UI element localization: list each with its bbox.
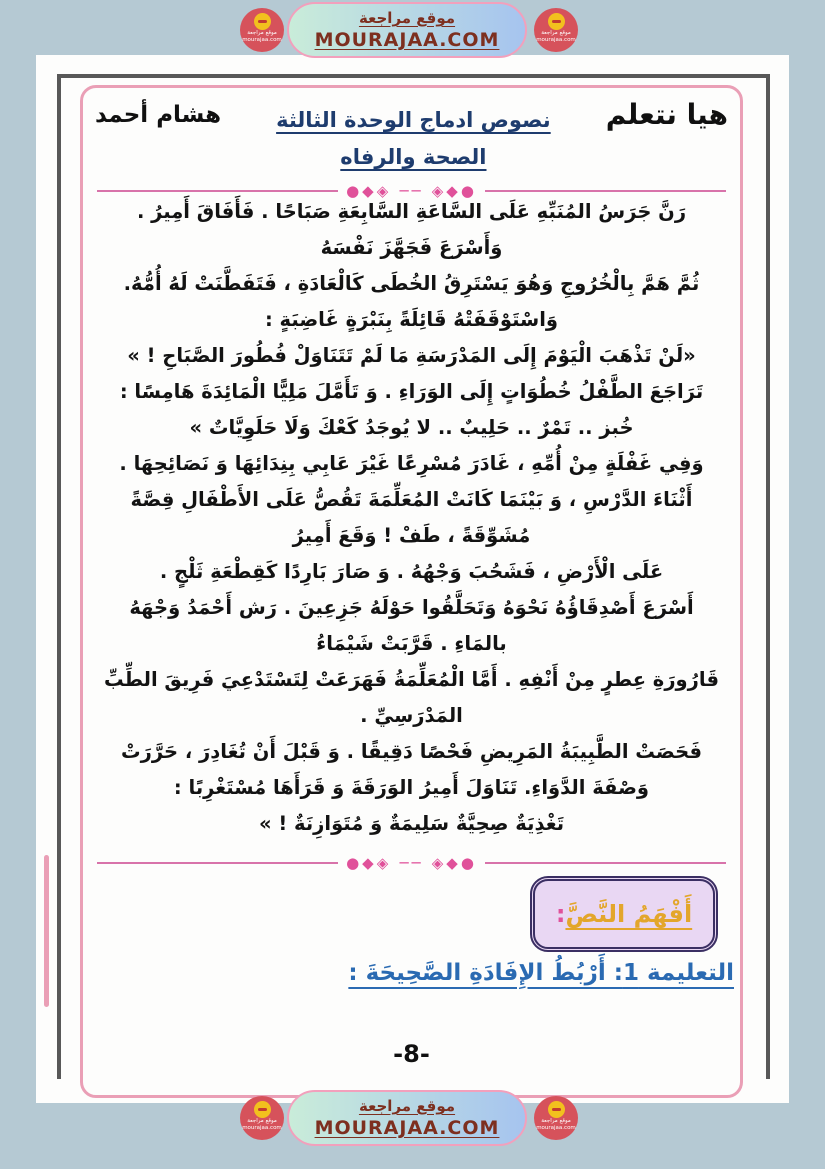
site-logo-badge bbox=[534, 1096, 578, 1140]
site-logo-badge bbox=[534, 8, 578, 52]
badge-caption: موقع مراجعة bbox=[247, 1118, 277, 1124]
site-logo-icon bbox=[254, 13, 271, 30]
banner-pill bbox=[287, 2, 527, 58]
badge-caption: موقع مراجعة bbox=[247, 30, 277, 36]
site-logo-icon bbox=[548, 13, 565, 30]
story-line: وَاسْتَوْقَفَتْهُ قَائِلَةً بِنَبْرَةٍ غَاضِبَةٍ : bbox=[264, 308, 559, 331]
story-text bbox=[85, 194, 738, 842]
site-logo-icon bbox=[254, 1101, 271, 1118]
story-line: وَأَسْرَعَ فَجَهَّزَ نَفْسَهُ bbox=[320, 236, 503, 259]
site-logo-badge bbox=[240, 8, 284, 52]
second-frame-edge bbox=[44, 855, 49, 1007]
lesson-header bbox=[95, 94, 728, 176]
story-line: رَنَّ جَرَسُ المُنَبِّهِ عَلَى السَّاعَةِ السَّابِعَةِ صَبَاحًا . فَأَفَاقَ أَمِيرُ . bbox=[136, 200, 687, 223]
site-logo-icon bbox=[548, 1101, 565, 1118]
divider-line bbox=[485, 862, 726, 864]
story-line: أَثْنَاءَ الدَّرْسِ ، وَ بَيْنَمَا كَانَتْ المُعَلِّمَةَ تَقُصُّ عَلَى الأَطْفَالِ قِصَّةً bbox=[130, 488, 693, 511]
story-line: تَرَاجَعَ الطَّفْلُ خُطُوَاتٍ إِلَى الوَرَاءِ . وَ تَأَمَّلَ مَلِيًّا الْمَائِدَةَ هَامِسًا : bbox=[119, 380, 704, 403]
divider-line bbox=[97, 190, 338, 192]
unit-title bbox=[276, 94, 551, 176]
unit-title-line2: الصحة والرفاه bbox=[340, 145, 487, 169]
site-banner-bottom bbox=[0, 1088, 825, 1148]
document-content bbox=[83, 88, 740, 1095]
story-line: بالمَاءِ . قَرَّبَتْ شَيْمَاءُ bbox=[316, 632, 507, 655]
story-line: خُبز .. تَمْرٌ .. حَلِيبٌ .. لا يُوجَدُ كَعْكَ وَلَا حَلَوِيَّاتٌ » bbox=[189, 416, 634, 439]
divider-ornament-icon: ●◆◈ ── ◈◆● bbox=[346, 854, 477, 872]
story-line: فَحَصَتْ الطَّبِيبَةُ المَرِيضِ فَحْصًا دَقِيقًا . وَ قَبْلَ أَنْ تُغَادِرَ ، حَرَّرَتْ bbox=[121, 740, 702, 763]
story-line: «لَنْ تَذْهَبَ الْيَوْمَ إِلَى المَدْرَسَةِ مَا لَمْ تَتَنَاوَلْ فُطُورَ الصَّبَاحِ ! » bbox=[127, 344, 696, 367]
understand-text-badge bbox=[530, 876, 718, 952]
unit-title-line1: نصوص ادماج الوحدة الثالثة bbox=[276, 108, 551, 132]
section-badge-label: أَفْهَمُ النَّصَّ bbox=[565, 900, 693, 928]
badge-caption: mourajaa.com bbox=[242, 1125, 282, 1131]
badge-caption: mourajaa.com bbox=[242, 37, 282, 43]
story-line: عَلَى الْأَرْضِ ، فَشَحُبَ وَجْهُهُ . وَ صَارَ بَارِدًا كَقِطْعَةِ ثَلْجٍ . bbox=[159, 560, 664, 583]
story-line: وَصْفَةَ الدَّوَاءِ. تَنَاوَلَ أَمِيرُ الوَرَقَةَ وَ قَرَأَهَا مُسْتَغْرِبًا : bbox=[173, 776, 650, 799]
badge-caption: mourajaa.com bbox=[536, 1125, 576, 1131]
lesson-title: هيا نتعلم bbox=[605, 98, 728, 131]
badge-caption: موقع مراجعة bbox=[541, 1118, 571, 1124]
divider-line bbox=[97, 862, 338, 864]
divider-ornament-icon: ●◆◈ ── ◈◆● bbox=[346, 182, 477, 200]
story-line: ثُمَّ هَمَّ بِالْخُرُوجِ وَهُوَ يَسْتَرِقُ الخُطَى كَالْعَادَةِ ، فَتَفَطَّنَتْ لَهُ أُمُّهُ. bbox=[123, 272, 700, 295]
story-line: وَفِي غَفْلَةٍ مِنْ أُمِّهِ ، غَادَرَ مُسْرِعًا غَيْرَ عَابِي بِنِدَائِهَا وَ نَصَائِحِهَا . bbox=[119, 452, 704, 475]
author-name: هشام أحمد bbox=[95, 102, 222, 128]
site-name-arabic: موقع مراجعة bbox=[358, 9, 456, 27]
page-number: -8- bbox=[393, 1040, 430, 1068]
story-line: أَسْرَعَ أَصْدِقَاؤُهُ نَحْوَهُ وَتَحَلَّقُوا حَوْلَهُ جَزِعِينَ . رَش أَحْمَدُ وَجْهَهُ bbox=[129, 596, 694, 619]
site-domain-link: MOURAJAA.COM bbox=[314, 1117, 500, 1139]
badge-caption: موقع مراجعة bbox=[541, 30, 571, 36]
badge-caption: mourajaa.com bbox=[536, 37, 576, 43]
divider-line bbox=[485, 190, 726, 192]
story-line: قَارُورَةِ عِطرٍ مِنْ أَنْفِهِ . أَمَّا الْمُعَلِّمَةُ فَهَرَعَتْ لِتَسْتَدْعِيَ فَرِيقَ الطِّبِّ bbox=[103, 668, 719, 691]
site-banner-top bbox=[0, 0, 825, 60]
section-badge-colon: : bbox=[555, 900, 566, 928]
instruction-heading: التعليمة 1: أَرْبُطُ الإِفَادَةِ الصَّحِيحَةَ : bbox=[348, 960, 734, 986]
story-line: المَدْرَسِيِّ . bbox=[360, 704, 463, 727]
story-line: مُشَوِّقَةً ، طَفْ ! وَقَعَ أَمِيرُ bbox=[292, 524, 531, 547]
banner-pill bbox=[287, 1090, 527, 1146]
story-line: تَغْذِيَةٌ صِحِيَّةٌ سَلِيمَةٌ وَ مُتَوَازِنَةٌ ! » bbox=[258, 812, 565, 835]
ornament-divider-bottom bbox=[97, 854, 726, 872]
site-name-arabic: موقع مراجعة bbox=[358, 1097, 456, 1115]
site-logo-badge bbox=[240, 1096, 284, 1140]
site-domain-link: MOURAJAA.COM bbox=[314, 29, 500, 51]
